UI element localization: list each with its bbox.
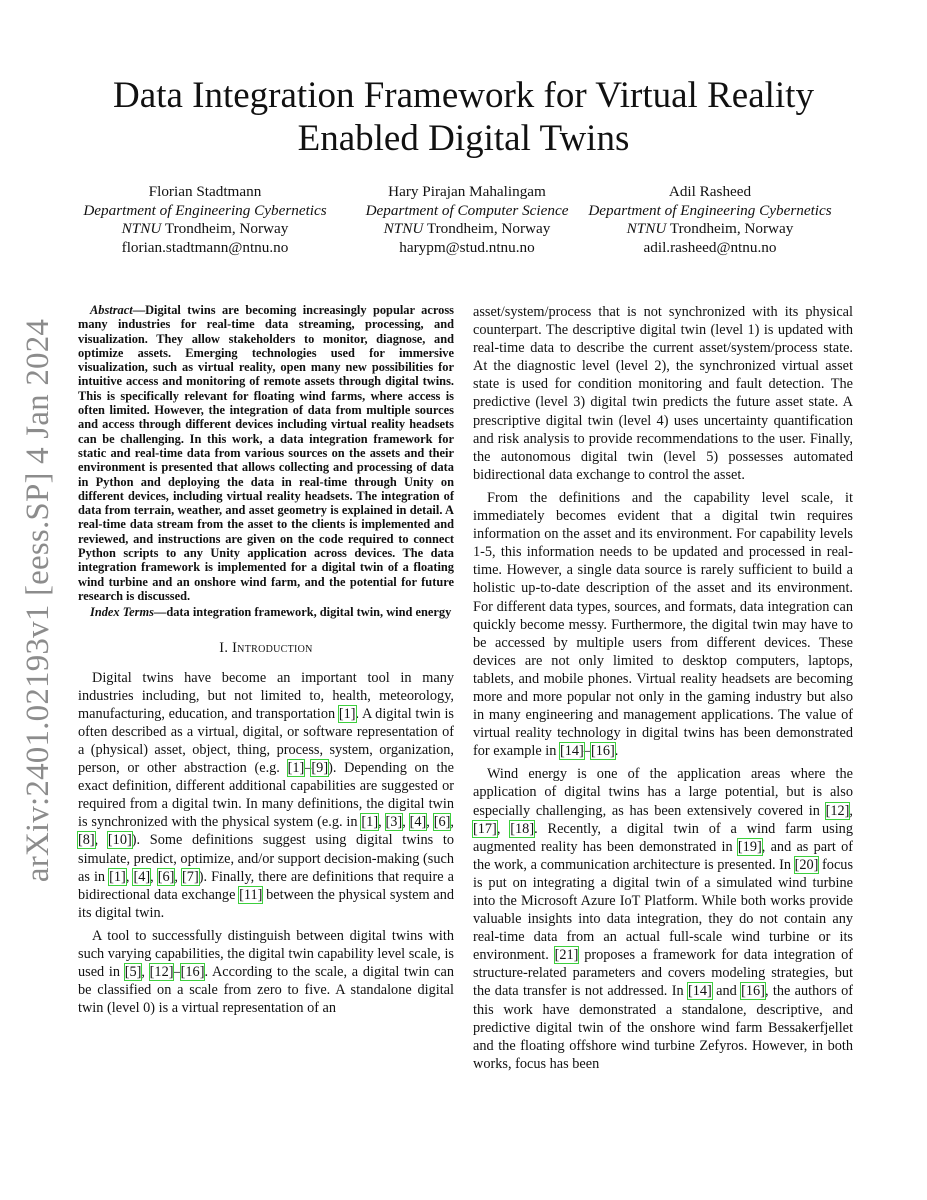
author-institution-name: NTNU	[626, 220, 667, 237]
author-institution	[565, 220, 855, 239]
citation-link[interactable]: [11]	[239, 886, 263, 903]
paragraph-text: proposes a framework for data integration of structure-related parameters and covers modeling strategies, but the data transfer is not addressed. In	[473, 947, 853, 1000]
citation-link[interactable]: [8]	[78, 832, 95, 849]
citation-link[interactable]: [12]	[149, 964, 174, 981]
citation-link[interactable]: [14]	[559, 743, 584, 760]
arxiv-identifier-stamp	[14, 320, 64, 880]
author-name: Adil Rasheed	[668, 183, 752, 200]
citation-link[interactable]: [6]	[433, 814, 451, 831]
citation-link[interactable]: [17]	[473, 820, 497, 837]
citation-link[interactable]: [1]	[338, 705, 356, 722]
author-1	[60, 183, 350, 257]
paragraph-text: ). Some definitions suggest using digital twins to simulate, predict, optimize, and/or support decision-making (such as in	[78, 832, 454, 885]
paper-title-line-2: Enabled Digital Twins	[297, 118, 630, 159]
citation-link[interactable]: [1]	[109, 868, 126, 885]
citation-link[interactable]: [21]	[554, 947, 579, 964]
paragraph-text: A tool to successfully distinguish between digital twins with such varying capabilities, the digital twin capability level scale, is used in	[78, 927, 454, 981]
citation-link[interactable]: [3]	[385, 814, 403, 831]
paragraph-text: . Recently, a digital twin of a wind farm using augmented reality has been demonstrated in	[473, 820, 853, 855]
arxiv-identifier-text: arXiv:2401.02193v1 [eess.SP] 4 Jan 2024	[20, 318, 57, 882]
abstract	[78, 303, 454, 603]
citation-link[interactable]: [12]	[825, 802, 850, 819]
author-department: Department of Engineering Cybernetics	[588, 201, 832, 219]
author-institution	[60, 220, 350, 239]
section-heading-introduction: I. Introduction	[219, 639, 313, 656]
citation-link[interactable]: [16]	[741, 983, 765, 1000]
paragraph-text: ,	[150, 868, 158, 885]
paragraph-text: ,	[402, 814, 410, 831]
paragraph-text: , the authors of this work have demonstrated a standalone, descriptive, and predictive digital twin of the onshore wind farm Bessakerfjellet and the floating offshore wind turbine Zefyros. However, in both works, focus has been	[473, 983, 854, 1072]
body-paragraph	[78, 669, 454, 922]
paragraph-text: Wind energy is one of the application areas where the application of digital twins has a large potential, but is also especially challenging, as has been extensively covered in	[473, 766, 853, 819]
paragraph-text: –	[583, 743, 591, 760]
citation-link[interactable]: [4]	[409, 814, 427, 831]
paragraph-text: ,	[426, 814, 434, 831]
paper-title-line-1: Data Integration Framework for Virtual Reality	[113, 75, 814, 116]
paragraph-text: . A digital twin is often described as a virtual, digital, or software representation of a (physical) asset, object, thing, process, system, organization, person, or other abstraction (e.g.	[78, 705, 454, 777]
author-name: Hary Pirajan Mahalingam	[388, 183, 546, 200]
citation-link[interactable]: [1]	[361, 814, 379, 831]
citation-link[interactable]: [19]	[737, 838, 762, 855]
author-city: Trondheim, Norway	[161, 220, 289, 237]
author-3	[565, 183, 855, 257]
citation-link[interactable]: [18]	[510, 820, 535, 837]
citation-link[interactable]: [6]	[157, 868, 175, 885]
citation-link[interactable]: [10]	[107, 832, 132, 849]
paragraph-text: asset/system/process that is not synchronized with its physical counterpart. The descriptive digital twin (level 1) is updated with real-time data to describe the current asset/system/process state. At the diagnostic level (level 2), the synchronized virtual asset state is used for condition monitoring and fault detection. The predictive (level 3) digital twin predicts the future asset state. A prescriptive digital twin (level 4) uses uncertainty quantification and risk analysis to provide recommendations to the user. Finally, the autonomous digital twin (level 5) possesses automated bidirectional data exchange to control the asset.	[473, 304, 853, 483]
paragraph-text: ,	[174, 868, 183, 885]
author-department: Department of Engineering Cybernetics	[83, 201, 327, 219]
citation-link[interactable]: [16]	[590, 743, 615, 760]
paragraph-text: between the physical system and its digital twin.	[78, 886, 454, 921]
citation-link[interactable]: [5]	[124, 964, 142, 981]
right-body-text	[473, 303, 853, 1073]
citation-link[interactable]: [14]	[687, 983, 712, 1000]
author-institution-name: NTNU	[121, 220, 162, 237]
paragraph-text: ). Depending on the exact definition, different additional capabilities are suggested or required from a digital twin. In many definitions, the digital twin is synchronized with the physical system (e.g. in	[78, 760, 454, 831]
author-block	[80, 183, 847, 263]
paragraph-text: ,	[94, 832, 108, 849]
paragraph-text: ,	[125, 868, 134, 885]
author-name: Florian Stadtmann	[148, 183, 262, 200]
index-terms-label: Index Terms	[90, 605, 154, 620]
body-paragraph	[473, 489, 853, 760]
left-column	[78, 303, 454, 1022]
body-paragraph	[78, 927, 454, 1017]
left-body-text	[78, 669, 454, 1018]
paragraph-text: ). Finally, there are definitions that require a bidirectional data exchange	[78, 868, 454, 903]
citation-link[interactable]: [4]	[133, 868, 151, 885]
author-institution-name: NTNU	[383, 220, 424, 237]
citation-link[interactable]: [1]	[287, 760, 305, 777]
paragraph-text: and	[711, 983, 742, 1000]
paper-title	[80, 74, 847, 160]
paragraph-text: –	[173, 964, 181, 981]
author-department: Department of Computer Science	[365, 201, 569, 219]
author-email: harypm@stud.ntnu.no	[399, 238, 535, 256]
paragraph-text: .	[614, 743, 619, 760]
paragraph-text: –	[304, 760, 312, 777]
abstract-label: Abstract	[90, 303, 133, 317]
index-terms-text: —data integration framework, digital twin, wind energy	[153, 605, 452, 620]
body-paragraph	[473, 765, 853, 1073]
citation-link[interactable]: [20]	[794, 856, 819, 873]
paragraph-text: . According to the scale, a digital twin can be classified on a scale from zero to five. A standalone digital twin (level 0) is a virtual representation of an	[78, 964, 454, 1017]
author-city: Trondheim, Norway	[423, 220, 551, 237]
paragraph-text: ,	[378, 814, 386, 831]
author-email: adil.rasheed@ntnu.no	[643, 238, 777, 256]
paragraph-text: ,	[141, 964, 150, 981]
index-terms	[78, 605, 454, 619]
paragraph-text: ,	[450, 814, 454, 831]
abstract-text: —Digital twins are becoming increasingly popular across many industries for real-time data streaming, processing, and visualization. They allow stakeholders to monitor, diagnose, and optimize assets. Emerging technologies used for immersive visualization, such as virtual reality, open many new possibilities for intuitive access and monitoring of remote assets through digital twins. This is specifically relevant for floating wind farms, where access is often limited. However, the integration of data from multiple sources and access through different devices including virtual reality headsets can be challenging. In this work, a data integration framework for static and real-time data from various sources on the assets and their environment is presented that allows collecting and processing of data in Python and deploying the data in real-time through Unity on different devices, including virtual reality headsets. The integration of data from terrain, weather, and asset geometry is explained in detail. A real-time data stream from the asset to the clients is implemented and reviewed, and instructions are given on the code required to connect Python scripts to any Unity application across devices. The data integration framework is implemented for a digital twin of a floating wind turbine and an onshore wind farm, and the potential for future research is discussed.	[78, 303, 454, 603]
right-column	[473, 303, 853, 1078]
paragraph-text: From the definitions and the capability level scale, it immediately becomes evident that a digital twin requires information on the asset and its environment. For capability levels 1-5, this information needs to be updated and processed in real-time. However, a single data source is rarely sufficient to build a holistic up-to-date description of the asset and its environment. For different data types, sources, and formats, data integration can quickly become messy. Furthermore, the digital twin may have to be accessed by multiple users from different devices. These devices are not only limited to desktop computers, laptops, tablets, and mobile phones. Virtual reality headsets are becoming more and more popular not only in the gaming industry but also in many engineering and management applications. The value of virtual reality technology in digital twins has been demonstrated for example in	[473, 489, 853, 760]
author-city: Trondheim, Norway	[666, 220, 794, 237]
citation-link[interactable]: [9]	[311, 760, 329, 777]
paragraph-text: Digital twins have become an important tool in many industries including, but not limited to, health, meteorology, manufacturing, education, and transportation	[78, 669, 454, 722]
body-paragraph	[473, 303, 853, 484]
paragraph-text: focus is put on integrating a digital twin of a simulated wind turbine into the Microsoft Azure IoT Platform. While both works provide valuable insights into data integration, they do not contain any real-time data from an actual full-scale wind turbine or its environment.	[473, 856, 854, 964]
citation-link[interactable]: [16]	[180, 964, 205, 981]
author-email: florian.stadtmann@ntnu.no	[121, 238, 289, 256]
paragraph-text: ,	[849, 802, 853, 819]
citation-link[interactable]: [7]	[182, 868, 199, 885]
paragraph-text: , and as part of the work, a communication architecture is presented. In	[473, 838, 854, 873]
paragraph-text: ,	[496, 820, 511, 837]
